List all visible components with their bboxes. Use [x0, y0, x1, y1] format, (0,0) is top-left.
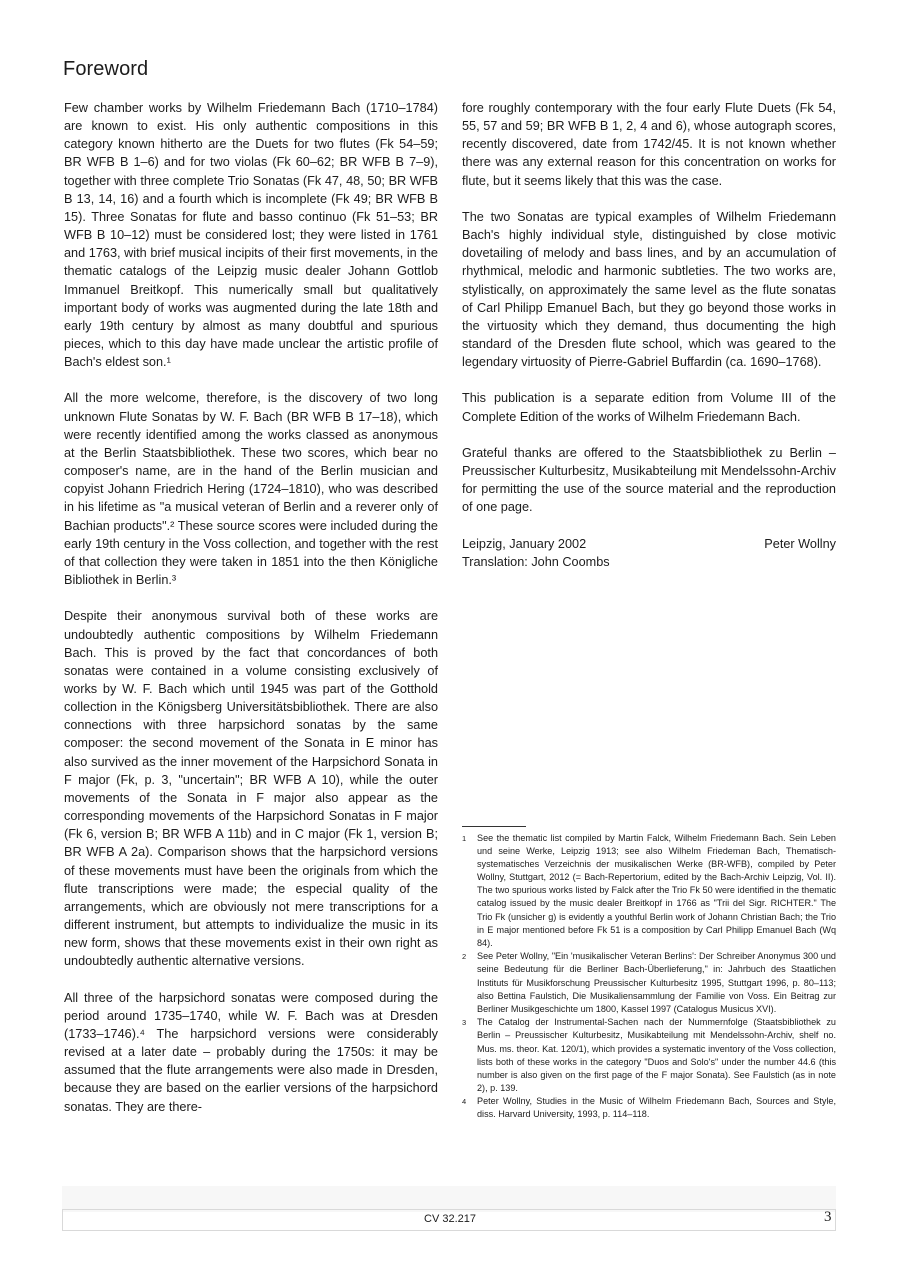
footnotes — [462, 832, 836, 1122]
catalog-code: CV 32.217 — [424, 1213, 476, 1225]
paragraph: This publication is a separate edition from Volume III of the Complete Edition of the works of Wilhelm Friedemann Bach. — [462, 391, 836, 424]
paragraph: The two Sonatas are typical examples of Wilhelm Friedemann Bach's highly individual style, distinguished by close motivic dovetailing of melody and bass lines, and by an accumulation of rhythmical, melodic and harmonic subtleties. The two works are, stylistically, on approximately the same level as the flute sonatas of Carl Philipp Emanuel Bach, but they go beyond those works in the virtuosity which they demand, thus documenting the high standard of the Dresden flute school, which was geared to the legendary virtuosity of Pierre-Gabriel Buffardin (ca. 1690–1768). — [462, 209, 836, 370]
footnote-text: See Peter Wollny, "Ein 'musikalischer Veteran Berlins': Der Schreiber Anonymus 300 und seine Bedeutung für die Berliner Bach-Überlieferung," in: Jahrbuch des Staatlichen Instituts für Musikforschung Preussischer Kulturbesitz 1995, Stuttgart 1996, p. 80–113; also Bettina Faulstich, Die Musikaliensammlung der Familie von Voss. Ein Beitrag zur Berliner Musikgeschichte um 1800, Kassel 1997 (Catalogus Musicus XVI). — [477, 951, 836, 1014]
right-column — [462, 99, 836, 571]
footnote-text: Peter Wollny, Studies in the Music of Wilhelm Friedemann Bach, Sources and Style, diss. Harvard University, 1993, p. 114–118. — [477, 1096, 836, 1120]
place-date: Leipzig, January 2002 — [462, 536, 587, 551]
page-title: Foreword — [63, 58, 149, 80]
left-column — [64, 99, 438, 1134]
footnote-rule — [462, 826, 526, 827]
footnote — [462, 950, 836, 1015]
footnote-text: See the thematic list compiled by Martin Falck, Wilhelm Friedemann Bach. Sein Leben und seine Werke, Leipzig 1913; see also Wilhelm Friedeman Bach, Thematisch-systematisches Verzeichnis der musikalischen Werke (BR-WFB), compiled by Peter Wollny, Stuttgart, 2012 (= Bach-Repertorium, edited by the Bach-Archiv Leipzig, Vol. II). The two spurious works listed by Falck after the Trio Fk 50 were identified in the thematic catalog issued by the music dealer Breitkopf in 1766 as "Trii del Sigr. RICHTER." The Trio Fk (unsicher g) is evidently a youthful Berlin work of Johann Christian Bach; the Trio in E major mentioned before Fk 51 is a composition by Carl Philipp Emanuel Bach (Wq 84). — [477, 833, 836, 948]
paragraph: All the more welcome, therefore, is the discovery of two long unknown Flute Sonatas by W. F. Bach (BR WFB B 17–18), which were recently identified among the works classed as anonymous at the Berlin Staatsbibliothek. These two scores, which bear no composer's name, are in the hand of the Berlin musician and copyist Johann Friedrich Hering (1724–1810), who was described in his lifetime as "a musical veteran of Berlin and a reverer only of Bachian products".² These source scores were included during the early 19th century in the Voss collection, and together with the rest of that collection they were taken in 1851 into the then Königliche Bibliothek in Berlin.³ — [64, 391, 438, 588]
paragraph: Few chamber works by Wilhelm Friedemann Bach (1710–1784) are known to exist. His only authentic compositions in this category known hitherto are the Duets for two flutes (Fk 54–59; BR WFB B 1–6) and for two violas (Fk 60–62; BR WFB B 7–9), together with three complete Trio Sonatas (Fk 47, 48, 50; BR WFB B 13, 14, 16) and a fourth which is incomplete (Fk 49; BR WFB B 15). Three Sonatas for flute and basso continuo (Fk 51–53; BR WFB B 10–12) must be considered lost; they were listed in 1761 and 1763, with brief musical incipits of their first movements, in the thematic catalogs of the Leipzig music dealer Johann Gottlob Immanuel Breitkopf. This numerically small but qualitatively important body of works was augmented during the late 18th and early 19th century by almost as many doubtful and spurious pieces, which to this day have made unclear the artistic profile of Bach's eldest son.¹ — [64, 101, 438, 370]
paragraph: Grateful thanks are offered to the Staatsbibliothek zu Berlin – Preussischer Kulturbesitz, Musikabteilung mit Mendelssohn-Archiv for permitting the use of the source material and the reproduction of one page. — [462, 445, 836, 515]
footnote — [462, 1016, 836, 1095]
paragraph: Despite their anonymous survival both of these works are undoubtedly authentic compositions by Wilhelm Friedemann Bach. This is proved by the fact that concordances of both sonatas were contained in a volume consisting exclusively of works by W. F. Bach which until 1945 was part of the Gotthold collection in the Königsberg Universitätsbibliothek. There are also connections with three harpsichord sonatas by the same composer: the second movement of the Sonata in E minor has also survived as the inner movement of the Harpsichord Sonata in F major (Fk, p. 3, "uncertain"; BR WFB A 10), while the outer movements of the Sonata in F major also appear as the corresponding movements of the Harpsichord Sonatas in F major (Fk 6, version B; BR WFB A 11b) and in C major (Fk 1, version B; BR WFB A 2a). Comparison shows that the harpsichord versions of these movements must have been the originals from which the flute transcriptions were made; the especial quality of the arrangements, which are obviously not mere transcriptions for a different instrument, but attempts to individualize the music in its new form, shows that these movements exist in their own right as undoubtedly authentic alternative versions. — [64, 609, 438, 969]
footnote-number: 3 — [462, 1018, 467, 1028]
author-name: Peter Wollny — [764, 536, 836, 551]
footnote — [462, 832, 836, 950]
page-number: 3 — [824, 1209, 832, 1225]
signature-line — [462, 535, 836, 553]
footnote-number: 1 — [462, 834, 467, 843]
footnote-number: 2 — [462, 952, 467, 962]
paragraph: All three of the harpsichord sonatas were composed during the period around 1735–1740, while W. F. Bach was at Dresden (1733–1746).⁴ The harpsichord versions were considerably revised at a later date – probably during the 1750s: it may be assumed that the flute arrangements were also made in Dresden, because they are based on the earlier versions of the harpsichord sonatas. They are there- — [64, 990, 438, 1114]
translation-credit: Translation: John Coombs — [462, 554, 610, 569]
footnote — [462, 1095, 836, 1121]
footnote-number: 4 — [462, 1097, 467, 1107]
footnote-text: The Catalog der Instrumental-Sachen nach der Nummernfolge (Staatsbibliothek zu Berlin – Preussischer Kulturbesitz, Musikabteilung mit Mendelssohn-Archiv, shelf no. Mus. ms. theor. Kat. 120/1), which provides a systematic inventory of the Voss collection, lists both of these works in the category "Duos and Solo's" under the number 44.6 (this number is also given on the first page of the F major Sonata). See Faulstich (as in note 2), p. 139. — [477, 1017, 836, 1093]
paragraph: fore roughly contemporary with the four early Flute Duets (Fk 54, 55, 57 and 59; BR WFB B 1, 2, 4 and 6), whose autograph scores, recently discovered, date from 1742/45. It is not known whether there was any external reason for this concentration on works for flute, but it seems likely that this was the case. — [462, 101, 836, 188]
